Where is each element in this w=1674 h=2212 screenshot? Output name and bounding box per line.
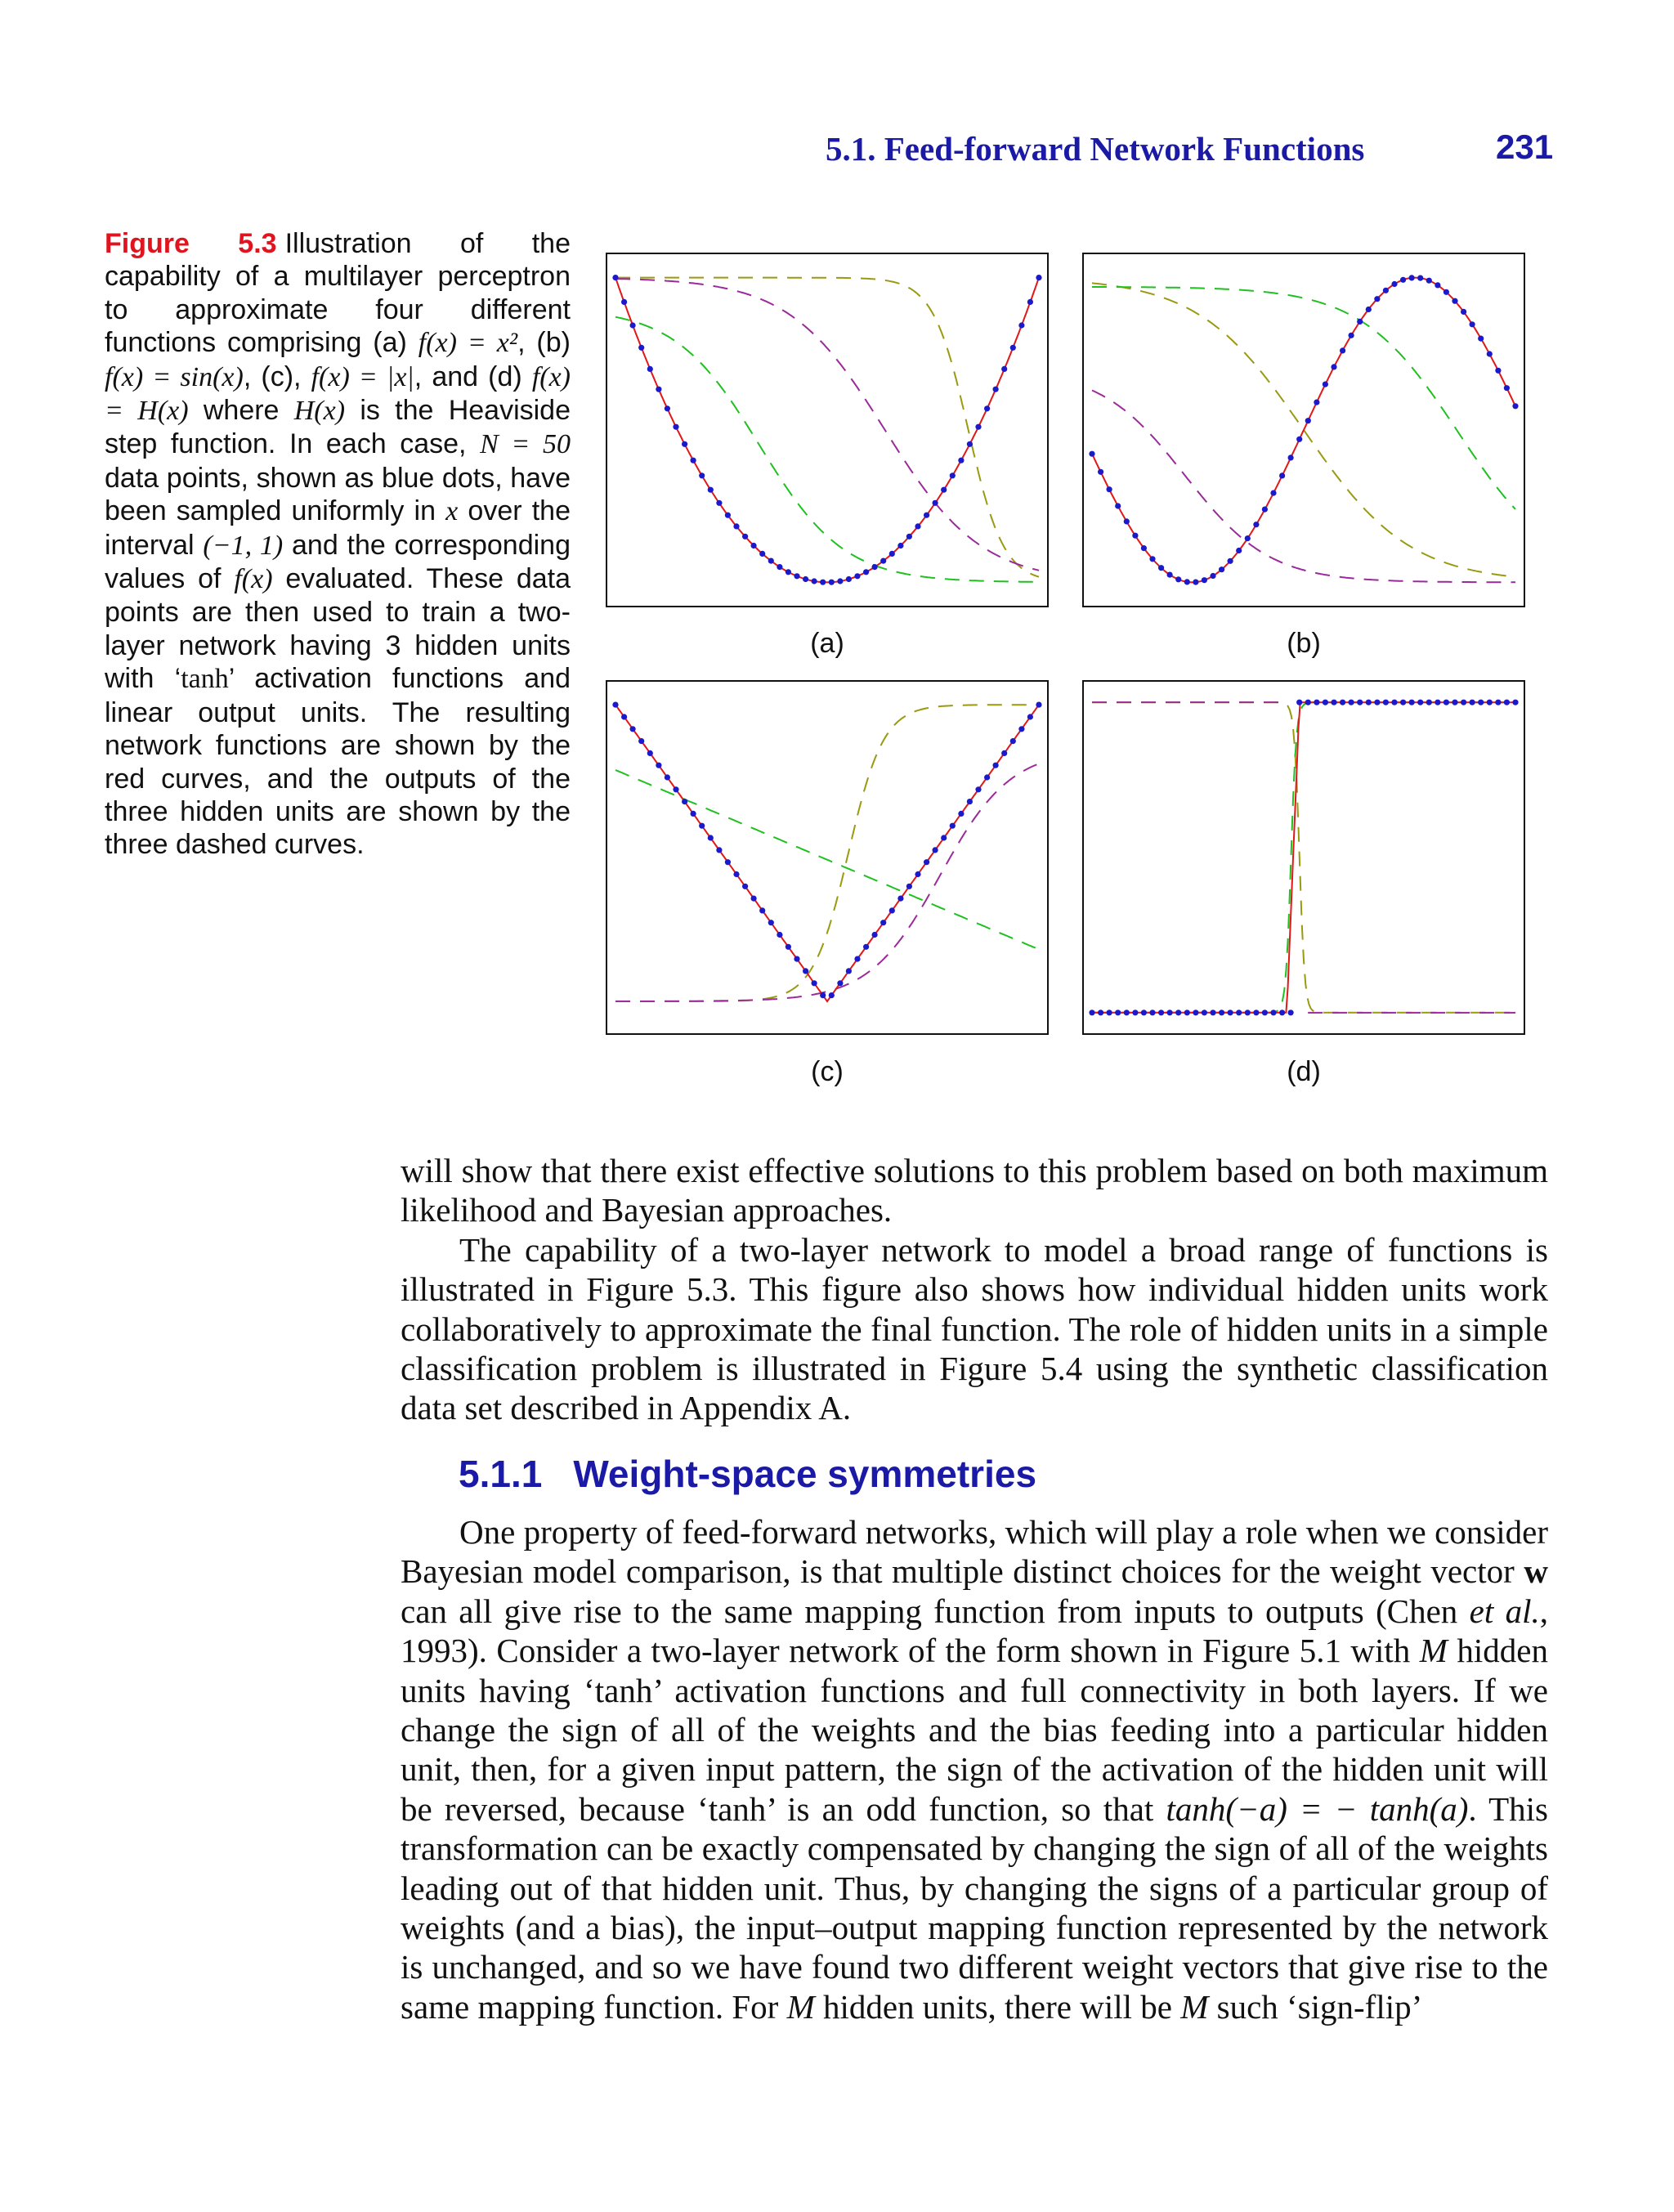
data-point [854,573,860,579]
text-run: , 1993). Consider a two-layer network of the form shown in Figure 5.1 with [401,1592,1549,1670]
caption-text: is the Heaviside step function. In each case, [105,395,571,460]
math-symbol: M [786,1987,815,2026]
data-point [691,458,696,463]
data-point [699,472,705,478]
data-point [647,750,653,756]
data-point [1001,750,1007,756]
data-point [733,871,739,877]
data-point [906,884,912,889]
figure-label: Figure 5.3 [105,228,277,259]
data-point [872,932,878,938]
data-point [889,551,895,557]
data-point [742,534,748,540]
data-point [1305,700,1311,705]
data-point [880,920,886,925]
caption-math: f(x) = |x| [311,361,414,392]
data-point [1478,336,1484,342]
data-point [1323,382,1328,387]
data-point [1132,533,1138,539]
data-point [665,774,670,780]
data-point [794,956,799,962]
data-point [958,458,964,463]
data-point [612,702,618,708]
caption-text: , and (d) [414,360,532,392]
data-point [1141,545,1147,551]
data-point [716,500,722,506]
data-point [1383,288,1389,293]
data-point [897,543,903,549]
hidden-unit-curve [1092,702,1515,1013]
data-point [889,907,895,913]
section-heading [459,1452,1036,1496]
data-point [1193,1010,1198,1015]
caption-math: H(x) [293,396,346,427]
data-point [1366,700,1372,705]
data-point [958,811,964,817]
data-point [1098,1010,1103,1015]
plot-panel-b [1082,253,1525,607]
data-point [924,513,929,518]
data-point [820,992,826,998]
hidden-unit-curve [615,279,1039,571]
data-point [1027,714,1033,719]
network-fit-curve [615,278,1039,583]
caption-math: f(x) [234,564,273,595]
hidden-unit-curve [615,705,1039,1001]
data-point [638,738,644,744]
paragraph [401,1512,1548,2026]
data-point [1443,289,1449,295]
data-point [630,726,636,732]
data-point [967,799,973,804]
data-point [1470,700,1475,705]
data-point [1149,556,1155,562]
panel-label-d: (d) [1287,1056,1321,1087]
data-point [1036,702,1041,708]
network-fit-curve [1092,278,1515,583]
data-point [1409,700,1415,705]
data-point [1461,700,1466,705]
data-point [630,322,636,328]
data-point [1141,1010,1147,1015]
data-point [975,786,981,792]
data-point [1504,700,1510,705]
data-point [906,534,912,540]
data-point [1184,1010,1190,1015]
caption-math: f(x) = sin(x) [105,361,244,392]
data-point [933,500,938,506]
data-point [1228,558,1233,564]
data-point [1357,700,1363,705]
network-fit-curve [615,705,1039,1001]
plot-panel-c [606,680,1049,1035]
data-point [733,523,739,529]
data-point [803,968,808,974]
data-point [1184,579,1190,584]
data-point [1417,275,1423,281]
paragraph: will show that there exist effective solutions to this problem based on both maximum likelihood and Bayesian approaches. [401,1152,1548,1229]
hidden-unit-curve [1092,702,1515,1013]
data-point [854,956,860,962]
data-point [1089,451,1094,457]
data-point [1435,282,1440,288]
data-point [1357,319,1363,325]
data-point [621,714,627,719]
data-point [897,896,903,902]
data-point [1288,1010,1294,1015]
data-point [1098,469,1103,475]
data-point [768,920,774,925]
data-point [1487,700,1493,705]
data-point [612,275,618,280]
data-point [725,513,731,518]
caption-text: ’ activation functions and linear output units. The resulting network functions are shown by the red curves, and the outputs of the three hidden units are shown by the three dashed curves. [105,663,571,861]
data-point [1175,1010,1181,1015]
data-point [1253,1010,1259,1015]
text-run: hidden units, there will be [814,1987,1181,2026]
plot-a-svg [607,254,1047,606]
data-point [751,543,757,549]
data-point [1115,1010,1121,1015]
data-point [837,980,843,986]
data-point [1010,345,1016,351]
data-point [1340,347,1345,353]
data-point [1323,700,1328,705]
data-point [1175,576,1181,582]
caption-text: , (c), [243,360,311,392]
data-point [1010,738,1016,744]
data-point [1262,507,1268,513]
data-point [1461,309,1466,315]
data-point [812,980,817,986]
data-point [1270,490,1276,496]
hidden-unit-curve [615,770,1039,950]
data-point [759,907,765,913]
data-point [1296,700,1302,705]
data-point [1349,700,1354,705]
data-point [1331,700,1336,705]
caption-math: N = 50 [480,429,571,460]
figure-caption [105,227,571,862]
data-point [872,564,878,570]
data-point [941,487,947,493]
hidden-unit-curve [1092,287,1515,509]
data-point [1495,700,1501,705]
data-point [682,799,687,804]
data-point [1391,700,1397,705]
caption-text: over the interval [105,495,571,561]
data-point [1107,486,1112,492]
data-point [794,573,799,579]
data-point [1193,580,1198,585]
data-point [993,387,999,392]
data-point [1001,366,1007,372]
section-title: Weight-space symmetries [573,1453,1037,1495]
text-run: . This transformation can be exactly compensated by changing the sign of all of the weights leading out of that hidden unit. Thus, by changing the signs of a particular group of weights (and a bias), the input–output mapping function represented by the network is unchanged, and so we have found two different weight vectors that give rise to the same mapping function. For [401,1789,1548,2026]
caption-math: f(x) = H(x) [105,361,571,427]
data-point [1296,437,1302,442]
data-point [1400,277,1406,283]
data-point [1262,1010,1268,1015]
data-point [682,441,687,447]
data-point [1036,275,1041,280]
data-point [1158,1010,1164,1015]
data-point [984,405,990,411]
data-point [777,932,782,938]
body-text-top [401,1151,1548,1428]
data-point [1132,1010,1138,1015]
data-point [1435,700,1440,705]
data-point [1245,1010,1251,1015]
data-point [915,523,920,529]
plot-d-svg [1084,682,1524,1033]
data-point [1219,566,1224,572]
data-point [1452,700,1457,705]
caption-text: where [188,395,294,427]
data-point [1027,299,1033,305]
data-point [812,578,817,584]
math-symbol: tanh [708,1789,767,1828]
data-point [863,569,869,575]
data-point [647,366,653,372]
data-point [1210,1010,1215,1015]
data-point [656,763,661,768]
data-point [1426,700,1432,705]
data-point [915,871,920,877]
math-symbol: M [1180,1987,1209,2026]
caption-text: evaluated. These data points are then used to train a two-layer network having 3 hidden units with ‘ [105,563,571,695]
data-point [621,299,627,305]
plot-panel-a [606,253,1049,607]
panel-label-b: (b) [1287,628,1321,659]
data-point [1409,275,1415,280]
text-run: ’ is an odd function, so that [766,1789,1166,1828]
data-point [725,859,731,865]
text-run: ’ activation functions and full connectivity in both layers. If we change the sign of all of the weights and the bias feeding into a particular hidden unit, then, for a given input pattern, the sign of the activation of the hidden unit will be reversed, because ‘ [401,1671,1548,1828]
data-point [708,487,714,493]
data-point [984,774,990,780]
data-point [1149,1010,1155,1015]
data-point [699,823,705,829]
plot-b-svg [1084,254,1524,606]
page-number: 231 [1496,128,1554,166]
data-point [1202,577,1207,583]
data-point [846,968,852,974]
hidden-unit-curve [615,278,1039,577]
data-point [673,786,678,792]
data-point [1018,726,1024,732]
data-point [846,576,852,582]
data-point [1228,1010,1233,1015]
data-point [1512,700,1518,705]
data-point [820,580,826,585]
body-text-section [401,1512,1548,2026]
caption-text: data points, shown as blue dots, have been sampled uniformly in [105,462,571,527]
text-run: such ‘sign-flip’ [1208,1987,1423,2026]
data-point [1314,700,1319,705]
data-point [1236,1010,1242,1015]
data-point [950,823,956,829]
data-point [1340,700,1345,705]
plot-c-svg [607,682,1047,1033]
data-point [708,835,714,840]
data-point [863,944,869,950]
data-point [759,551,765,557]
data-point [1383,700,1389,705]
data-point [1279,1010,1285,1015]
data-point [1124,518,1130,524]
data-point [1279,472,1285,478]
data-point [1018,322,1024,328]
data-point [1495,368,1501,374]
data-point [1314,400,1319,405]
hidden-unit-curve [1092,702,1515,1013]
data-point [1374,296,1380,302]
data-point [1236,548,1242,553]
math-symbol: w [1524,1552,1548,1591]
data-point [993,763,999,768]
network-fit-curve [1092,702,1515,1013]
math-symbol: M [1419,1632,1448,1670]
data-point [673,424,678,430]
data-point [742,884,748,889]
data-point [837,578,843,584]
panel-label-c: (c) [811,1056,844,1087]
data-point [1391,281,1397,287]
data-point [1167,572,1173,578]
data-point [1124,1010,1130,1015]
data-point [1089,1010,1094,1015]
data-point [1288,454,1294,460]
data-point [975,424,981,430]
data-point [1245,535,1251,541]
data-point [1452,298,1457,304]
plot-panel-d [1082,680,1525,1035]
data-point [777,564,782,570]
data-point [1374,700,1380,705]
data-point [967,441,973,447]
data-point [1219,1010,1224,1015]
text-run: can all give rise to the same mapping function from inputs to outputs (Chen [401,1592,1470,1630]
data-point [1349,333,1354,338]
data-point [1202,1010,1207,1015]
data-point [829,992,835,998]
data-point [716,847,722,853]
data-point [933,847,938,853]
data-point [1470,321,1475,327]
data-point [1504,385,1510,391]
data-point [691,811,696,817]
data-point [665,405,670,411]
data-point [1107,1010,1112,1015]
data-point [751,896,757,902]
data-point [1167,1010,1173,1015]
caption-math: tanh [181,664,229,695]
data-point [1417,700,1423,705]
caption-text: Illustration of the capability of a multilayer perceptron to approximate four different functions comprising (a) [105,228,571,359]
data-point [1426,278,1432,284]
hidden-unit-curve [1092,391,1515,583]
math-equation: tanh(−a) = − tanh(a) [1166,1789,1469,1828]
data-point [950,472,956,478]
caption-text: and the corresponding values of [105,529,571,595]
text-run: et al. [1469,1592,1540,1630]
data-point [941,835,947,840]
data-point [1158,565,1164,571]
data-point [1253,522,1259,527]
data-point [786,569,791,575]
section-number: 5.1.1 [459,1453,543,1495]
data-point [1305,418,1311,423]
data-point [803,576,808,582]
panel-label-a: (a) [810,628,844,659]
data-point [880,558,886,564]
data-point [1487,351,1493,356]
data-point [1512,403,1518,409]
data-point [1270,1010,1276,1015]
running-header-title: 5.1. Feed-forward Network Functions [826,130,1365,168]
data-point [1210,573,1215,579]
text-run: One property of feed-forward networks, which will play a role when we consider Bayesian model comparison, is that multiple distinct choices for the weight vector [401,1513,1548,1591]
caption-math: f(x) = x² [418,328,518,359]
text-run: hidden units having ‘ [401,1632,1548,1709]
caption-text: , (b) [517,327,571,359]
data-point [1115,503,1121,508]
data-point [924,859,929,865]
data-point [829,580,835,585]
caption-math: x [445,496,459,527]
math-symbol: tanh [594,1671,653,1709]
data-point [1331,364,1336,369]
paragraph: The capability of a two-layer network to model a broad range of functions is illustrated in Figure 5.3. This figure also shows how individual hidden units work collaboratively to approximate the final function. The role of hidden units in a simple classification problem is illustrated in Figure 5.4 using the synthetic classification data set described in Appendix A. [401,1230,1548,1427]
data-point [638,345,644,351]
caption-math: (−1, 1) [203,530,284,561]
data-point [656,387,661,392]
data-point [768,558,774,564]
data-point [1400,700,1406,705]
data-point [1443,700,1449,705]
data-point [1478,700,1484,705]
data-point [1366,307,1372,312]
data-point [786,944,791,950]
hidden-unit-curve [615,763,1039,1001]
